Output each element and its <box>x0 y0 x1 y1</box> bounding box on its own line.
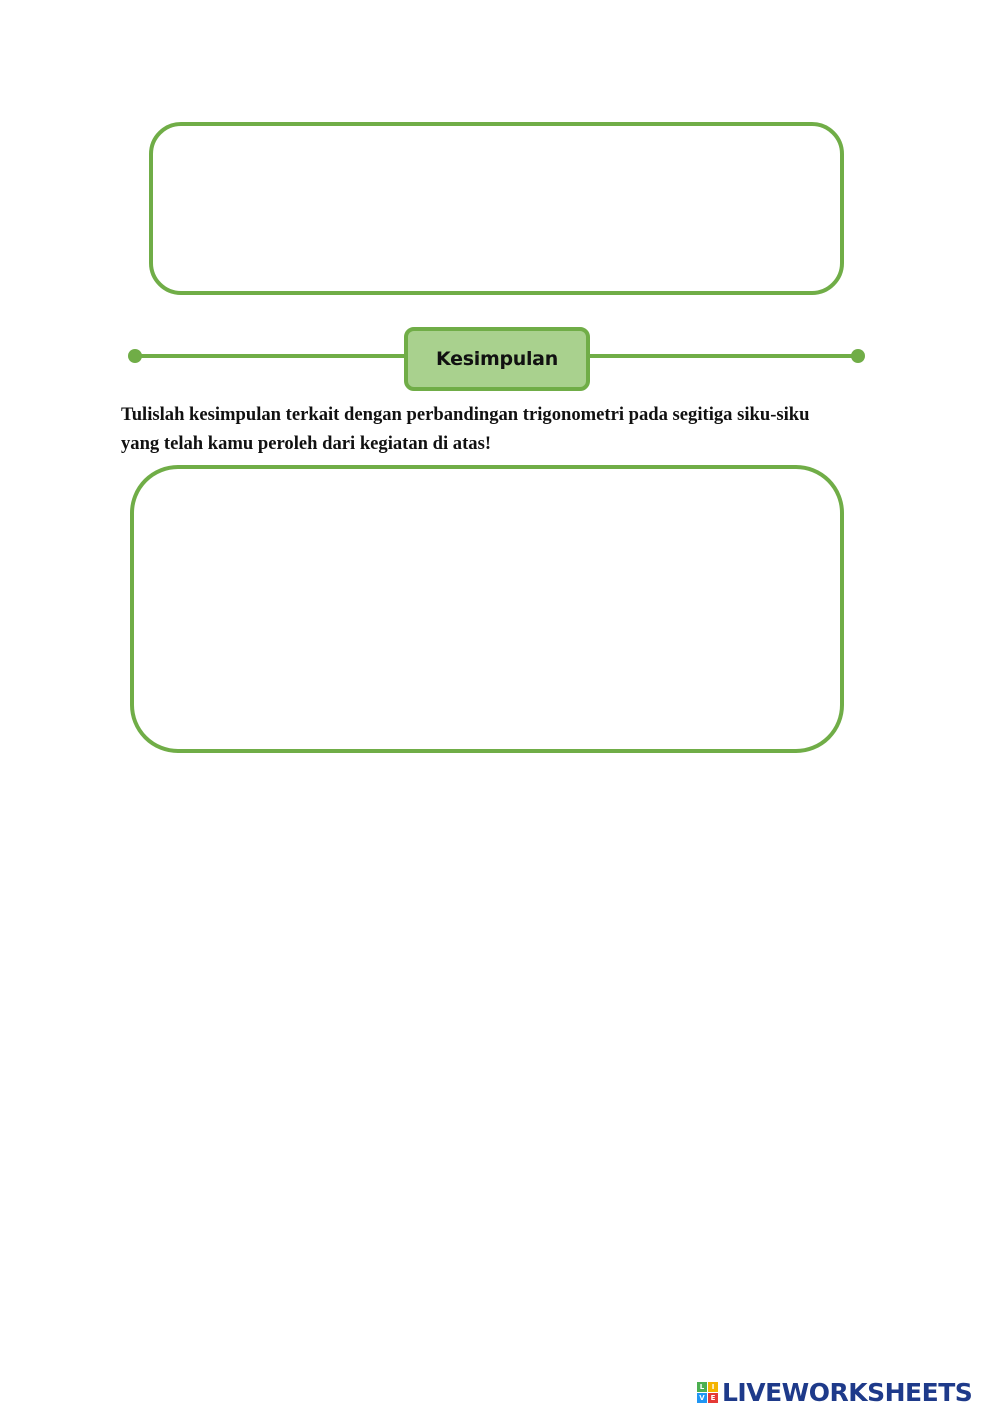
logo-cell-e: E <box>708 1393 718 1403</box>
divider-dot-left <box>128 349 142 363</box>
logo-cell-v: V <box>697 1393 707 1403</box>
logo-cell-l: L <box>697 1382 707 1392</box>
divider-line-left <box>135 354 407 358</box>
instruction-text <box>121 400 891 458</box>
logo-cell-i: I <box>708 1382 718 1392</box>
divider-line-right <box>588 354 858 358</box>
instruction-line-1: Tulislah kesimpulan terkait dengan perbandingan trigonometri pada segitiga siku-siku <box>121 404 810 425</box>
divider-dot-right <box>851 349 865 363</box>
answer-box-previous[interactable] <box>149 122 844 295</box>
instruction-line-2: yang telah kamu peroleh dari kegiatan di atas! <box>121 433 492 454</box>
section-title-tag <box>404 327 590 391</box>
liveworksheets-wordmark: LIVEWORKSHEETS <box>722 1378 973 1407</box>
liveworksheets-icon <box>697 1382 718 1403</box>
liveworksheets-logo <box>697 1378 972 1407</box>
section-title: Kesimpulan <box>436 348 558 370</box>
conclusion-answer-box[interactable] <box>130 465 844 753</box>
